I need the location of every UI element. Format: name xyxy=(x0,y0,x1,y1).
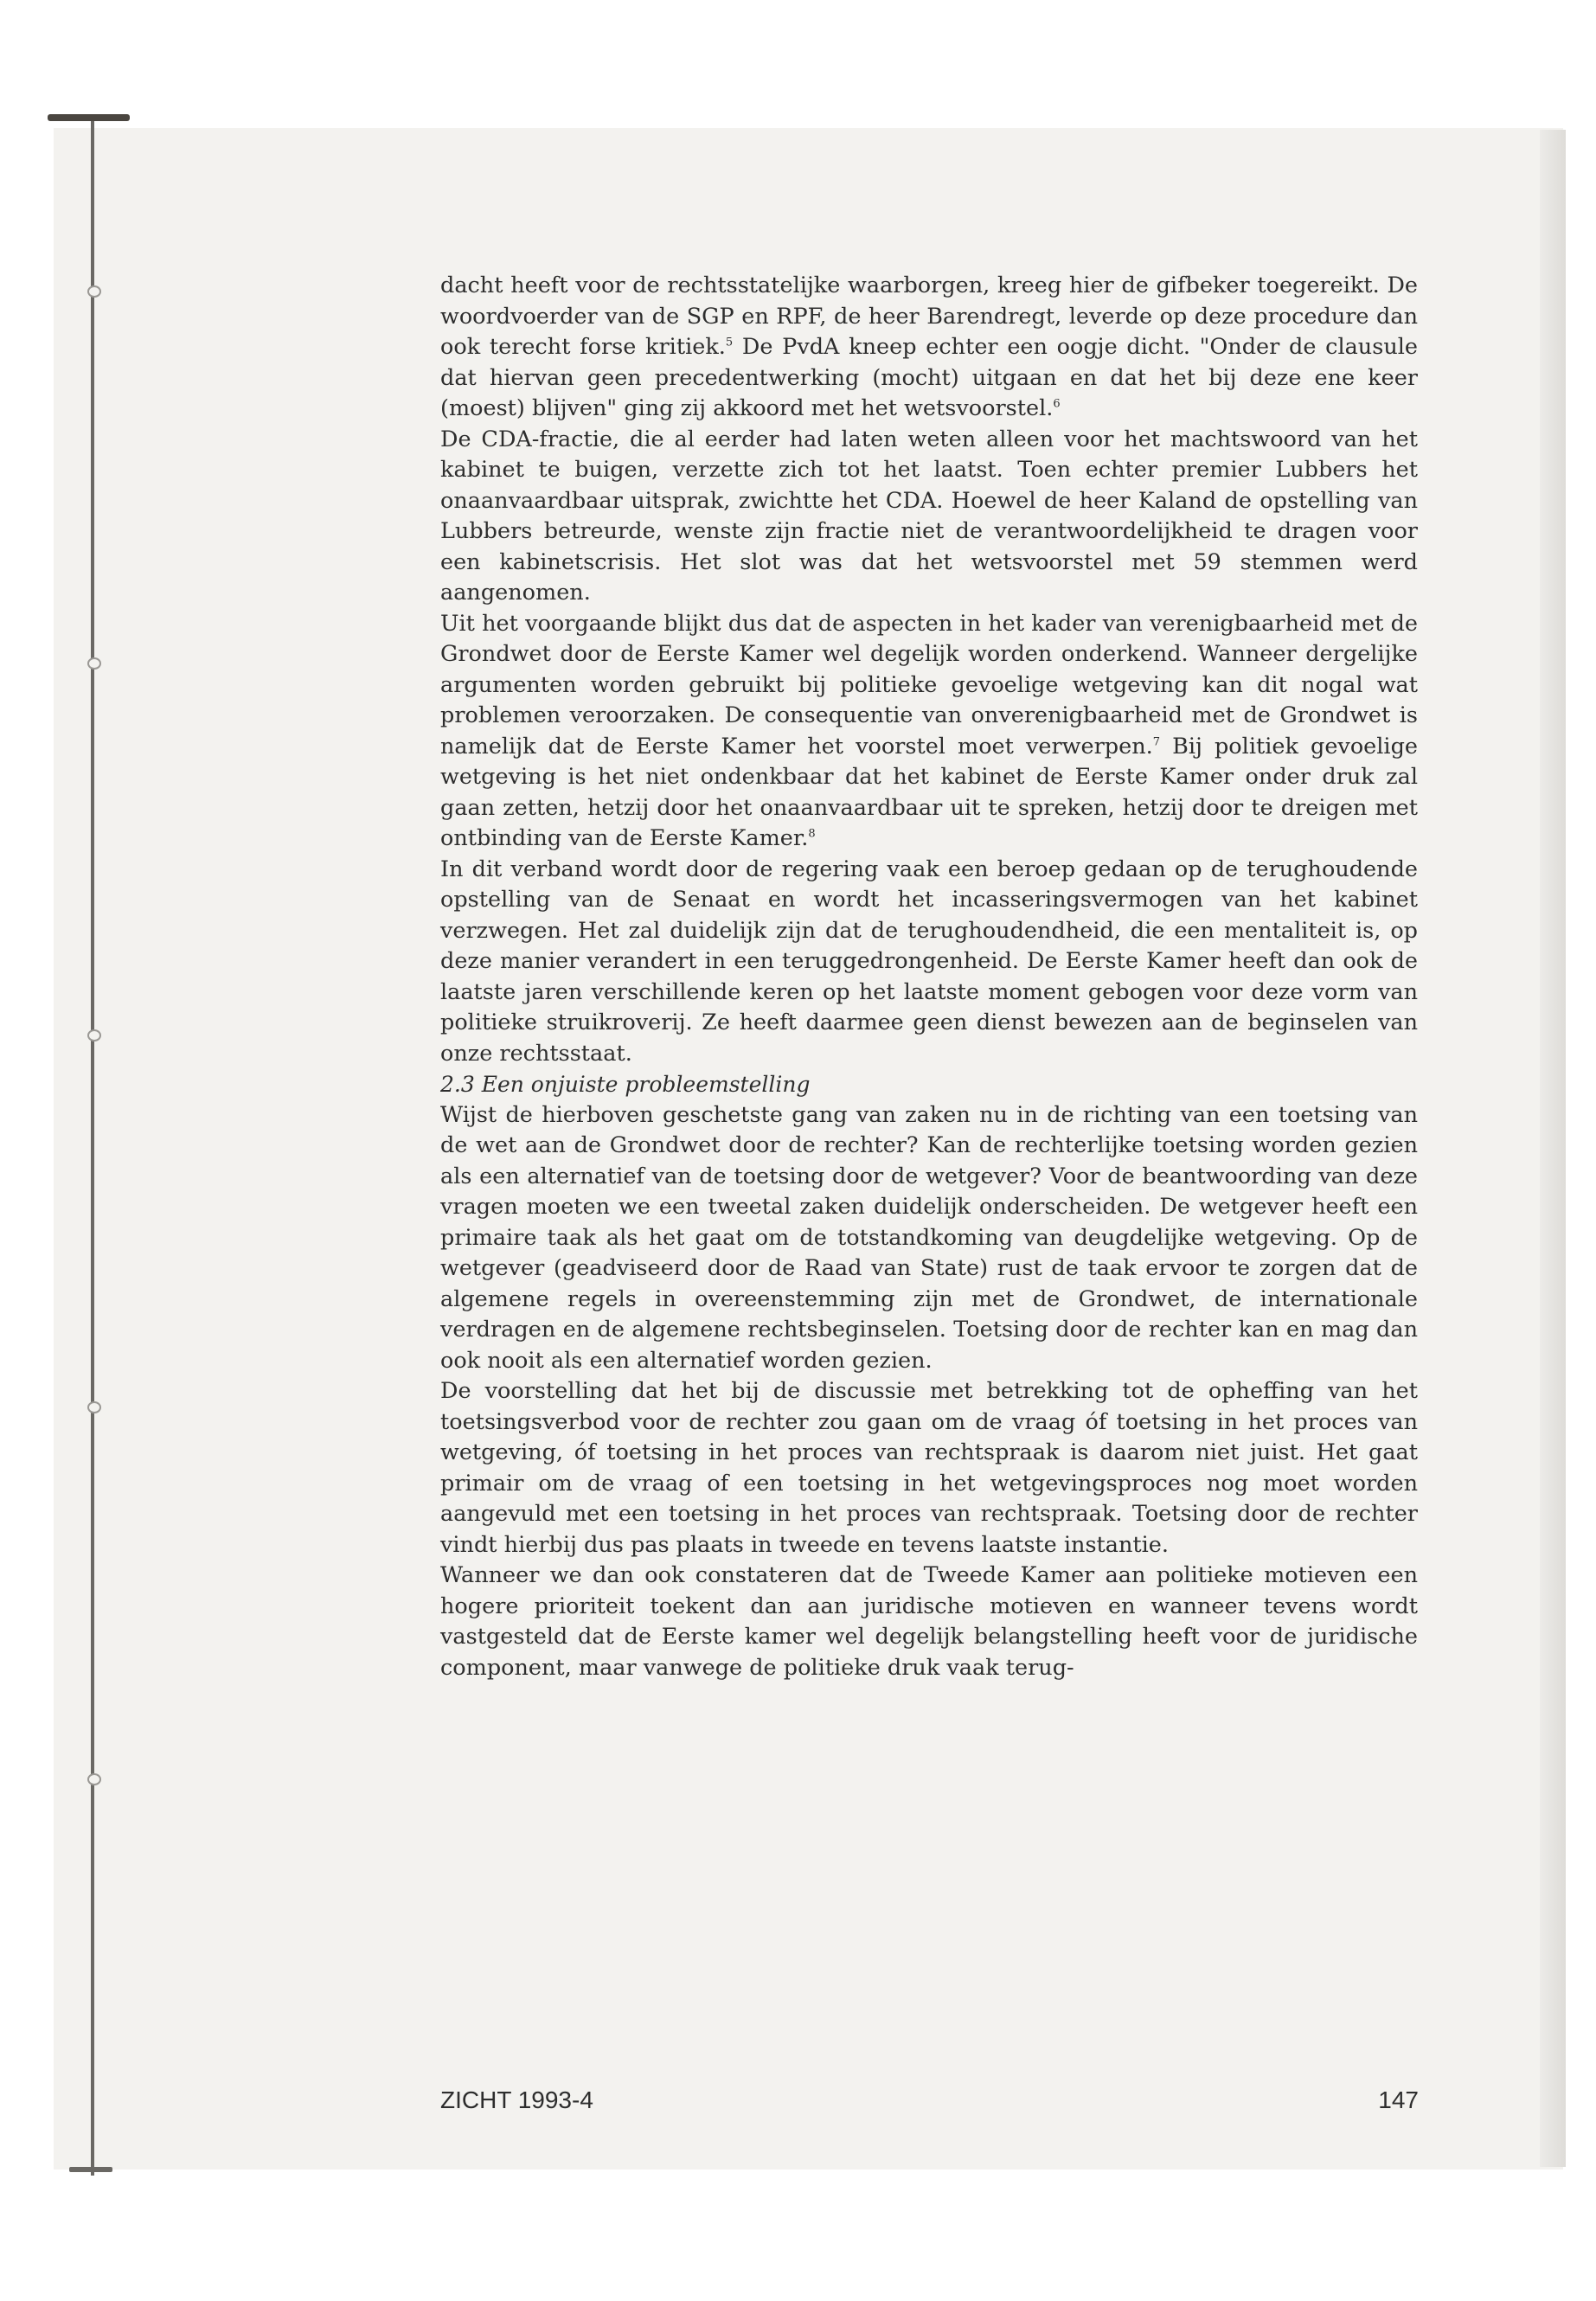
binding-stitch xyxy=(87,1401,101,1413)
body-paragraph: Wijst de hierboven geschetste gang van zaken nu in de richting van een toetsing van de wet aan de Grondwet door de rechter? Kan de rechterlijke toetsing worden gezien als een alternatief van de toetsing door de wetgever? Voor de beantwoording van deze vragen moeten we een tweetal zaken duidelijk onderscheiden. De wetgever heeft een primaire taak als het gaat om de totstandkoming van deugdelijke wetgeving. Op de wetgever (geadviseerd door de Raad van State) rust de taak ervoor te zorgen dat de algemene regels in overeenstemming zijn met de Grondwet, de internationale verdragen en de algemene rechtsbeginselen. Toetsing door de rechter kan en mag dan ook nooit als een alternatief worden gezien. xyxy=(440,1101,1418,1374)
binding-stitch xyxy=(87,285,101,298)
binding-stitch xyxy=(87,1773,101,1785)
binding-clip-bottom xyxy=(69,2167,112,2172)
article-body xyxy=(440,271,1418,1683)
binding-stitch xyxy=(87,1029,101,1042)
footnote-ref[interactable]: 5 xyxy=(725,336,734,349)
body-paragraph: dacht heeft voor de rechtsstatelijke waarborgen, kreeg hier de gifbeker toegereikt. De woordvoerder van de SGP en RPF, de heer Barendregt, leverde op deze procedure dan ook terecht forse kritiek.$^5$ De PvdA kneep echter een oogje dicht. "Onder de clausule dat hiervan geen precedentwerking (mocht) uitgaan en dat het bij deze ene keer (moest) blijven" ging zij akkoord met het wetsvoorstel.$^6$ xyxy=(440,272,1418,421)
body-paragraph: De voorstelling dat het bij de discussie met betrekking tot de opheffing van het toetsingsverbod voor de rechter zou gaan om de vraag óf toetsing in het proces van wetgeving, óf toetsing in het proces van rechtspraak is daarom niet juist. Het gaat primair om de vraag of een toetsing in het wetgevingsproces nog moet worden aangevuld met een toetsing in het proces van rechtspraak. Toetsing door de rechter vindt hierbij dus pas plaats in tweede en tevens laatste instantie. xyxy=(440,1378,1418,1558)
section-heading: 2.3 Een onjuiste probleemstelling xyxy=(440,1072,811,1097)
footnote-ref[interactable]: 6 xyxy=(1053,397,1061,411)
footnote-ref[interactable]: 7 xyxy=(1152,735,1161,748)
body-paragraph: De CDA-fractie, die al eerder had laten weten alleen voor het machtswoord van het kabinet te buigen, verzette zich tot het laatst. Toen echter premier Lubbers het onaanvaardbaar uitsprak, zwichtte het CDA. Hoewel de heer Kaland de opstelling van Lubbers betreurde, wenste zijn fractie niet de verantwoordelijkheid te dragen voor een kabinetscrisis. Het slot was dat het wetsvoorstel met 59 stemmen werd aangenomen. xyxy=(440,426,1418,606)
page-number: 147 xyxy=(1378,2086,1419,2113)
body-paragraph: Wanneer we dan ook constateren dat de Tweede Kamer aan politieke motieven een hogere prioriteit toekent dan aan juridische motieven en wanneer tevens wordt vastgesteld dat de Eerste kamer wel degelijk belangstelling heeft voor de juridische component, maar vanwege de politieke druk vaak terug- xyxy=(440,1562,1418,1681)
binding-clip-top xyxy=(48,114,130,121)
binding-spine xyxy=(91,121,94,2176)
body-paragraph: Uit het voorgaande blijkt dus dat de aspecten in het kader van verenigbaarheid met de Grondwet door de Eerste Kamer wel degelijk worden onderkend. Wanneer dergelijke argumenten worden gebruikt bij politieke gevoelige wetgeving kan dit nogal wat problemen veroorzaken. De consequentie van onverenigbaarheid met de Grondwet is namelijk dat de Eerste Kamer het voorstel moet verwerpen.$^7$ Bij politiek gevoelige wetgeving is het niet ondenkbaar dat het kabinet de Eerste Kamer onder druk zal gaan zetten, hetzij door het onaanvaardbaar uit te spreken, hetzij door te dreigen met ontbinding van de Eerste Kamer.$^8$ xyxy=(440,610,1418,851)
page-edge-shadow xyxy=(1540,130,1566,2167)
footnote-ref[interactable]: 8 xyxy=(808,827,816,841)
binding-stitch xyxy=(87,657,101,670)
journal-footer: ZICHT 1993-4 xyxy=(440,2086,593,2113)
body-paragraph: In dit verband wordt door de regering vaak een beroep gedaan op de terughoudende opstelling van de Senaat en wordt het incasseringsvermogen van het kabinet verzwegen. Het zal duidelijk zijn dat de terughoudendheid, die een mentaliteit is, op deze manier verandert in een teruggedrongenheid. De Eerste Kamer heeft dan ook de laatste jaren verschillende keren op het laatste moment gebogen voor deze vorm van politieke struikroverij. Ze heeft daarmee geen dienst bewezen aan de beginselen van onze rechtsstaat. xyxy=(440,856,1418,1067)
